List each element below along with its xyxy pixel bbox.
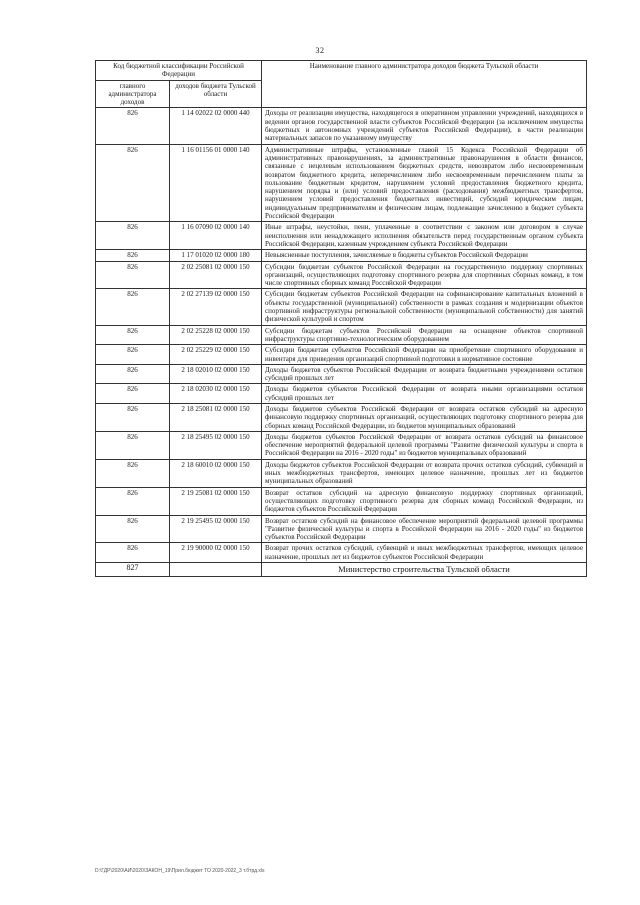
- revenue-name-cell: Иные штрафы, неустойки, пени, уплаченные в соответствии с законом или договором в случае неисполнения или ненадлежащего исполнения обязательств перед государственным органом субъекта Российской Федерации, казенным учреждением субъекта Российской Федерации: [262, 222, 587, 250]
- admin-code-cell: 826: [96, 345, 170, 365]
- table-row: [96, 364, 587, 384]
- revenue-column-header: доходов бюджета Тульской области: [170, 80, 262, 108]
- admin-code-cell: 826: [96, 222, 170, 250]
- table-row: [96, 515, 587, 543]
- revenue-name-cell: Возврат остатков субсидий на финансовое обеспечение мероприятий федеральной целевой программы "Развитие физической культуры и спорта в Российской Федерации на 2016 - 2020 годы" из бюджетов субъектов Российской Федерации: [262, 515, 587, 543]
- table-row: [96, 487, 587, 515]
- revenue-code-cell: 2 18 60010 02 0000 150: [170, 459, 262, 487]
- table-row: [96, 459, 587, 487]
- table-body: [96, 108, 587, 577]
- admin-code-cell: 826: [96, 108, 170, 144]
- revenue-code-cell: 2 02 25229 02 0000 150: [170, 345, 262, 365]
- file-path-footer: D:\ГДР\2020\АИ\2020\ЗАКОН_19\Прил.бюджет ТО 2020-2022_3 т.бтрд.xls: [95, 868, 265, 874]
- admin-code-cell: 826: [96, 261, 170, 289]
- revenue-name-cell: Административные штрафы, установленные главой 15 Кодекса Российской Федерации об административных правонарушениях, за административные правонарушения в области финансов, связанные с нецелевым использованием бюджетных средств, невозвратом либо несвоевременным возвратом бюджетного кредита, неперечислением либо несвоевременным перечислением платы за пользование бюджетным кредитом, нарушением условий предоставления бюджетного кредита, нарушением порядка и (или) условий предоставления (расходования) межбюджетных трансфертов, нарушением условий предоставления бюджетных инвестиций, субсидий юридическим лицам, индивидуальным предпринимателям и физическим лицам, подлежащие зачислению в бюджет субъекта Российской Федерации: [262, 144, 587, 222]
- revenue-code-cell: 2 18 25081 02 0000 150: [170, 403, 262, 431]
- table-row: [96, 261, 587, 289]
- revenue-name-cell: Доходы от реализации имущества, находящегося в оперативном управлении учреждений, находящихся в ведении органов государственной власти субъектов Российской Федерации (за исключением имущества бюджетных и автономных учреждений субъектов Российской Федерации), в части реализации материальных запасов по указанному имуществу: [262, 108, 587, 144]
- table-row: [96, 384, 587, 404]
- admin-code-cell: 826: [96, 543, 170, 563]
- revenue-code-cell: 2 18 02030 02 0000 150: [170, 384, 262, 404]
- table-row: [96, 144, 587, 222]
- revenue-code-cell: 1 17 01020 02 0000 180: [170, 250, 262, 261]
- revenue-code-cell: 2 02 27139 02 0000 150: [170, 289, 262, 325]
- revenue-code-cell: 2 18 02010 02 0000 150: [170, 364, 262, 384]
- table-row: [96, 403, 587, 431]
- revenue-code-cell: 2 19 25495 02 0000 150: [170, 515, 262, 543]
- revenue-code-cell: 1 16 07090 02 0000 140: [170, 222, 262, 250]
- revenue-name-cell: Субсидии бюджетам субъектов Российской Федерации на государственную поддержку спортивных организаций, осуществляющих подготовку спортивного резерва для спортивных сборных команд, в том числе спортивных сборных команд Российской Федерации: [262, 261, 587, 289]
- admin-code-cell: 826: [96, 515, 170, 543]
- revenue-code-cell: 2 02 25228 02 0000 150: [170, 325, 262, 345]
- name-header: Наименование главного администратора доходов бюджета Тульской области: [262, 61, 587, 108]
- revenue-code-cell: 1 14 02022 02 0000 440: [170, 108, 262, 144]
- table-row: [96, 250, 587, 261]
- revenue-name-cell: Субсидии бюджетам субъектов Российской Федерации на приобретение спортивного оборудования и инвентаря для приведения организаций спортивной подготовки в нормативное состояние: [262, 345, 587, 365]
- revenue-name-cell: Возврат остатков субсидий на адресную финансовую поддержку спортивных организаций, осуществляющих подготовку спортивного резерва для сборных команд Российской Федерации, из бюджетов субъектов Российской Федерации: [262, 487, 587, 515]
- table-header-row: [96, 61, 587, 81]
- admin-code-cell: 826: [96, 289, 170, 325]
- table-row: [96, 563, 587, 577]
- revenue-code-cell: 2 02 25081 02 0000 150: [170, 261, 262, 289]
- revenue-name-cell: Доходы бюджетов субъектов Российской Федерации от возврата иными организациями остатков субсидий прошлых лет: [262, 384, 587, 404]
- admin-code-cell: 826: [96, 431, 170, 459]
- admin-code-cell: 826: [96, 384, 170, 404]
- admin-code-cell: 826: [96, 364, 170, 384]
- admin-column-header: главного администратора доходов: [96, 80, 170, 108]
- budget-classification-table: [95, 60, 587, 577]
- admin-code-cell: 826: [96, 250, 170, 261]
- revenue-name-cell: Субсидии бюджетам субъектов Российской Федерации на оснащение объектов спортивной инфраструктуры спортивно-технологическим оборудованием: [262, 325, 587, 345]
- revenue-name-cell: Доходы бюджетов субъектов Российской Федерации от возврата остатков субсидий на финансовое обеспечение мероприятий федеральной целевой программы "Развитие физической культуры и спорта в Российской Федерации на 2016 - 2020 годы" из бюджетов муниципальных образований: [262, 431, 587, 459]
- revenue-name-cell: Министерство строительства Тульской области: [262, 563, 587, 577]
- revenue-code-cell: 1 16 01156 01 0000 140: [170, 144, 262, 222]
- revenue-name-cell: Доходы бюджетов субъектов Российской Федерации от возврата бюджетными учреждениями остатков субсидий прошлых лет: [262, 364, 587, 384]
- table-row: [96, 108, 587, 144]
- admin-code-cell: 826: [96, 144, 170, 222]
- revenue-code-cell: 2 19 90000 02 0000 150: [170, 543, 262, 563]
- revenue-code-cell: 2 19 25081 02 0000 150: [170, 487, 262, 515]
- admin-code-cell: 827: [96, 563, 170, 577]
- admin-code-cell: 826: [96, 487, 170, 515]
- table-row: [96, 289, 587, 325]
- revenue-code-cell: [170, 563, 262, 577]
- admin-code-cell: 826: [96, 325, 170, 345]
- table-row: [96, 345, 587, 365]
- revenue-name-cell: Возврат прочих остатков субсидий, субвенций и иных межбюджетных трансфертов, имеющих целевое назначение, прошлых лет из бюджетов субъектов Российской Федерации: [262, 543, 587, 563]
- table-row: [96, 222, 587, 250]
- table-row: [96, 543, 587, 563]
- admin-code-cell: 826: [96, 459, 170, 487]
- table-row: [96, 431, 587, 459]
- revenue-code-cell: 2 18 25495 02 0000 150: [170, 431, 262, 459]
- revenue-name-cell: Субсидии бюджетам субъектов Российской Федерации на софинансирование капитальных вложений в объекты государственной (муниципальной) собственности в рамках создания и модернизации объектов спортивной инфраструктуры региональной собственности (муниципальной собственности) для занятий физической культурой и спортом: [262, 289, 587, 325]
- revenue-name-cell: Доходы бюджетов субъектов Российской Федерации от возврата остатков субсидий на адресную финансовую поддержку спортивных организаций, осуществляющих подготовку спортивного резерва для сборных команд Российской Федерации, из бюджетов муниципальных образований: [262, 403, 587, 431]
- revenue-name-cell: Невыясненные поступления, зачисляемые в бюджеты субъектов Российской Федерации: [262, 250, 587, 261]
- revenue-name-cell: Доходы бюджетов субъектов Российской Федерации от возврата прочих остатков субсидий, субвенций и иных межбюджетных трансфертов, имеющих целевое назначение, прошлых лет из бюджетов муниципальных образований: [262, 459, 587, 487]
- page-number: 32: [315, 46, 325, 55]
- classification-code-header: Код бюджетной классификации Российской Федерации: [96, 61, 262, 81]
- table-row: [96, 325, 587, 345]
- admin-code-cell: 826: [96, 403, 170, 431]
